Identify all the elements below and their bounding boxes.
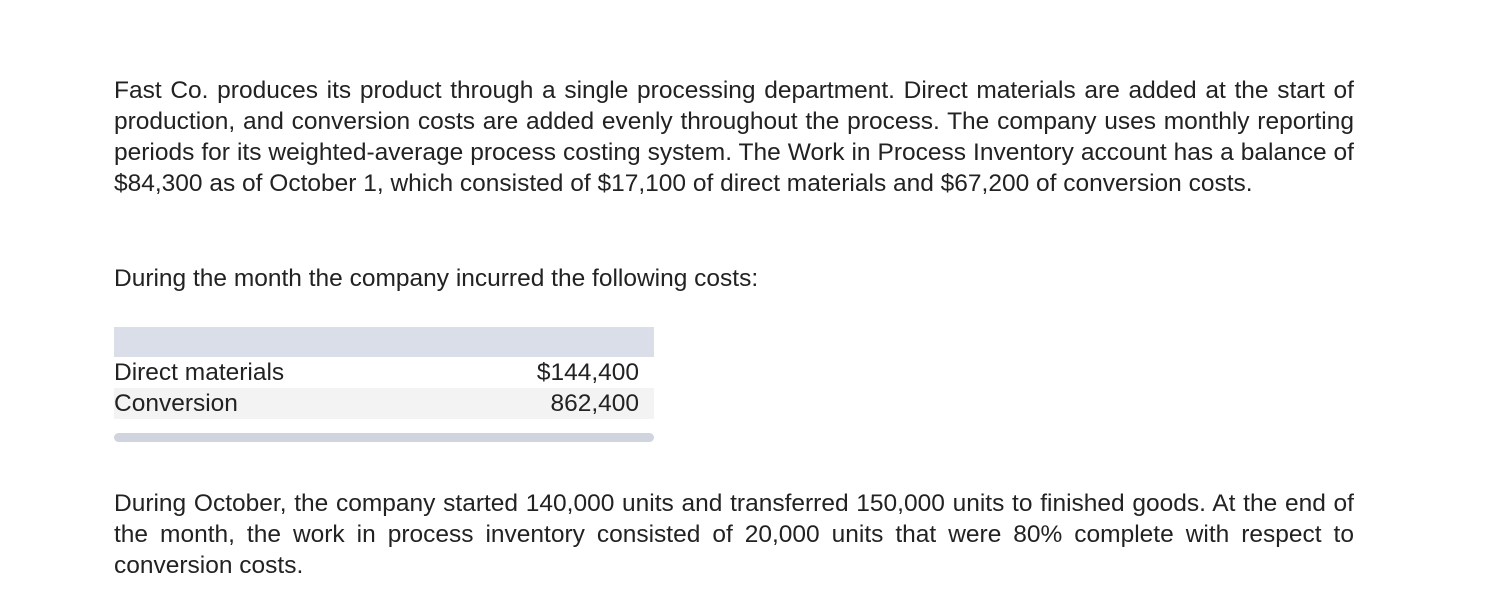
cost-table-row [114, 357, 654, 388]
cost-label-conversion: Conversion [114, 389, 238, 417]
cost-table-footer [114, 433, 654, 442]
costs-lead-paragraph: During the month the company incurred the following costs: [114, 265, 759, 292]
cost-label-direct-materials: Direct materials [114, 358, 285, 386]
cost-value-conversion: 862,400 [550, 389, 639, 417]
cost-table-header [114, 327, 654, 357]
closing-paragraph: During October, the company started 140,000 units and transferred 150,000 units to finished goods. At the end of the month, the work in process inventory consisted of 20,000 units that were 80% complete with respect to conversion costs. [114, 490, 1354, 579]
cost-table [114, 327, 654, 442]
problem-intro-paragraph: Fast Co. produces its product through a single processing department. Direct materials are added at the start of production, and conversion costs are added evenly throughout the process. The company uses monthly reporting periods for its weighted-average process costing system. The Work in Process Inventory account has a balance of $84,300 as of October 1, which consisted of $17,100 of direct materials and $67,200 of conversion costs. [114, 77, 1354, 197]
cost-table-row [114, 388, 654, 419]
cost-value-direct-materials: $144,400 [536, 358, 639, 386]
